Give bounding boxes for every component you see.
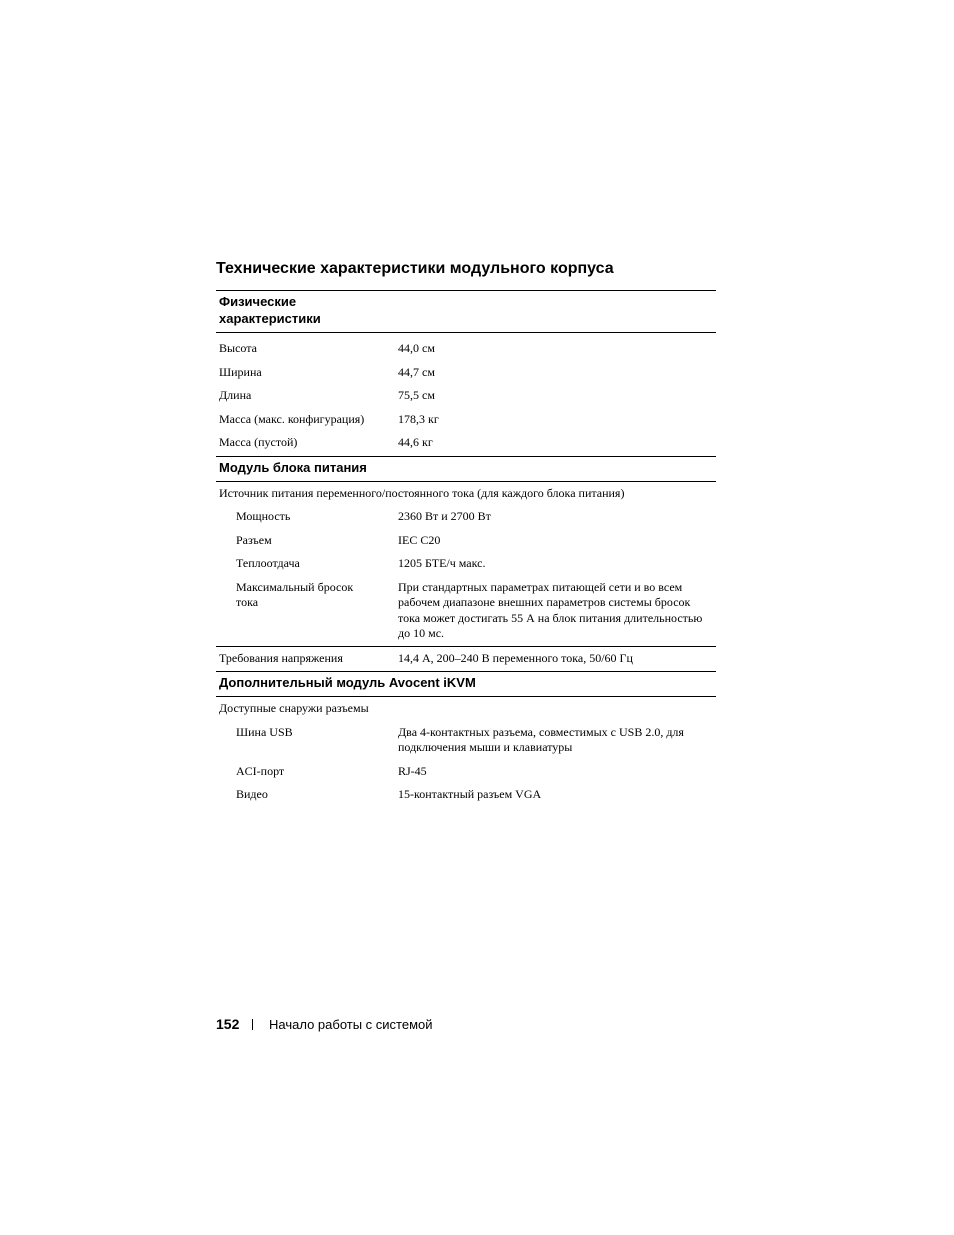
row-value: 75,5 см xyxy=(398,388,435,402)
row-label: Доступные снаружи разъемы xyxy=(219,701,369,715)
row-value: При стандартных параметрах питающей сети и во всем рабочем диапазоне внешних параметров системы бросок тока может достигать 55 А на блок питания длительностью до 10 мс. xyxy=(398,579,703,640)
table-row xyxy=(216,760,716,784)
row-value: 44,7 см xyxy=(398,364,435,379)
row-value: RJ-45 xyxy=(398,763,427,778)
row-label: Ширина xyxy=(219,364,262,379)
row-value: IEC C20 xyxy=(398,532,441,547)
section-heading-line: характеристики xyxy=(219,311,321,326)
table-row xyxy=(216,697,716,721)
row-value: 14,4 А, 200–240 В переменного тока, 50/60 Гц xyxy=(398,650,633,665)
row-label: Требования напряжения xyxy=(219,650,343,665)
row-value: 2360 Вт и 2700 Вт xyxy=(398,509,491,523)
row-label: Видео xyxy=(236,787,268,801)
page-number: 152 xyxy=(216,1016,240,1032)
table-row xyxy=(216,529,716,553)
table-row xyxy=(216,783,716,807)
row-value: 15-контактный разъем VGA xyxy=(398,787,542,801)
row-label: Шина USB xyxy=(236,724,293,739)
row-value: 44,0 см xyxy=(398,341,435,355)
spec-table xyxy=(216,290,716,807)
table-row xyxy=(216,431,716,456)
row-label-line: Максимальный бросок xyxy=(236,579,354,594)
table-row xyxy=(216,552,716,576)
row-label: Разъем xyxy=(236,532,272,547)
row-value: 1205 БТЕ/ч макс. xyxy=(398,556,486,570)
row-value: Два 4-контактных разъема, совместимых с USB 2.0, для подключения мыши и клавиатуры xyxy=(398,724,684,754)
table-row xyxy=(216,647,716,672)
table-row xyxy=(216,337,716,361)
section-heading-line: Физические xyxy=(219,294,297,309)
table-row xyxy=(216,408,716,432)
page-title: Технические характеристики модульного корпуса xyxy=(216,260,614,277)
section-heading-ikvm: Дополнительный модуль Avocent iKVM xyxy=(216,671,716,697)
section-heading-physical xyxy=(216,290,716,333)
row-label-line: тока xyxy=(236,595,259,609)
row-label: Мощность xyxy=(236,509,291,523)
row-label: Длина xyxy=(219,388,252,402)
row-label: Высота xyxy=(219,341,257,355)
row-label: Масса (пустой) xyxy=(219,435,298,449)
table-row xyxy=(216,482,716,506)
row-label: Масса (макс. конфигурация) xyxy=(219,411,365,426)
footer-text: Начало работы с системой xyxy=(269,1017,433,1032)
row-label xyxy=(216,580,398,642)
table-row xyxy=(216,576,716,647)
row-value: 178,3 кг xyxy=(398,411,439,426)
page-footer xyxy=(216,1015,433,1034)
table-row xyxy=(216,361,716,385)
table-row xyxy=(216,721,716,760)
footer-separator xyxy=(252,1019,253,1030)
row-label: Теплоотдача xyxy=(236,556,300,570)
table-row xyxy=(216,384,716,408)
row-value: 44,6 кг xyxy=(398,435,433,449)
row-label: ACI-порт xyxy=(236,763,285,778)
section-heading-psu: Модуль блока питания xyxy=(216,456,716,482)
row-label: Источник питания переменного/постоянного тока (для каждого блока питания) xyxy=(219,485,625,500)
table-row xyxy=(216,505,716,529)
